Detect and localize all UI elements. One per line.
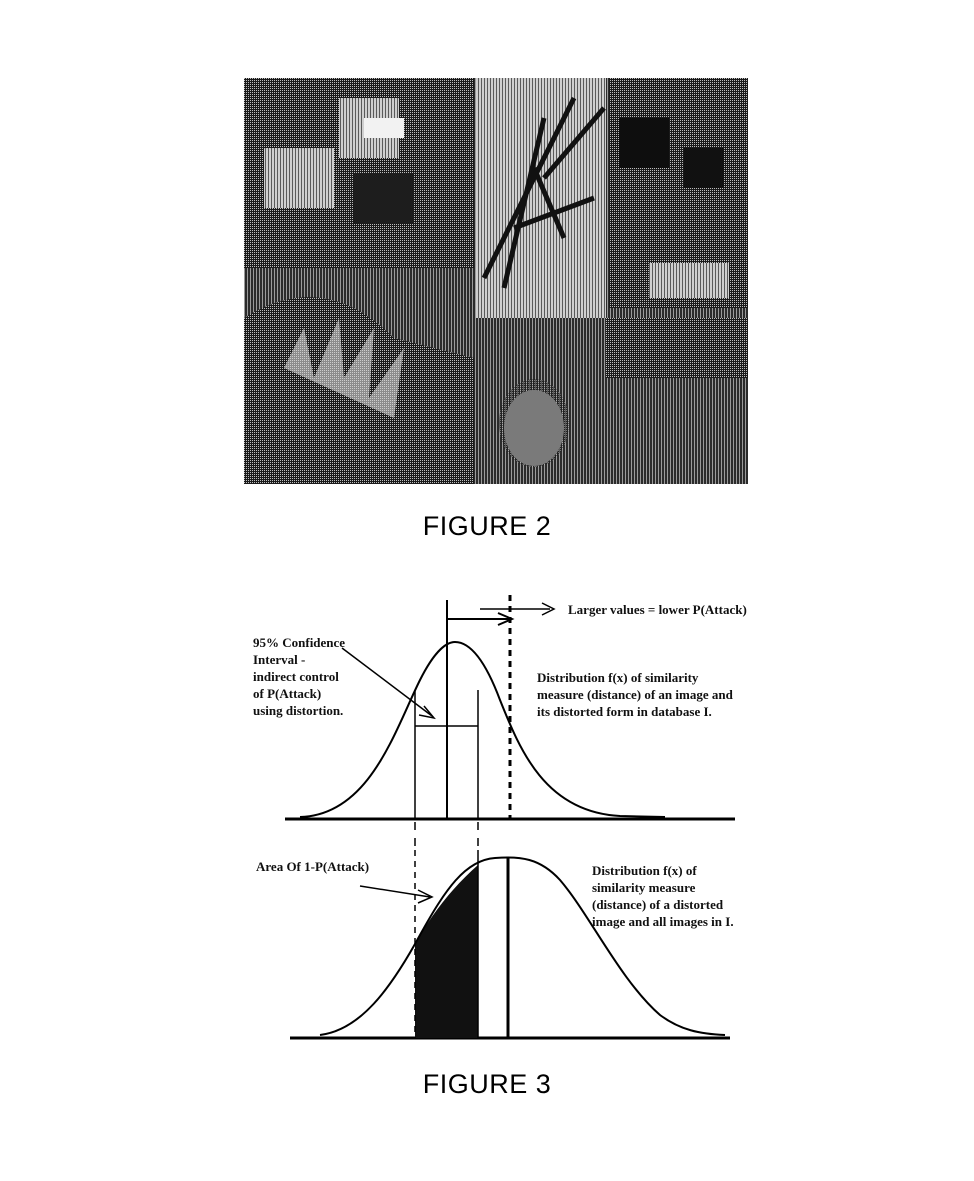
dist2-annotation-line-1: Distribution f(x) of (592, 863, 697, 878)
larger-values-label: Larger values = lower P(Attack) (568, 602, 747, 617)
ci-annotation-line-4: of P(Attack) (253, 686, 322, 701)
area-annotation: Area Of 1-P(Attack) (256, 859, 370, 874)
figure3-diagram (0, 590, 974, 1050)
dist2-annotation-line-2: similarity measure (592, 880, 696, 895)
top-distribution-curve (300, 642, 665, 817)
dist1-annotation-line-1: Distribution f(x) of similarity (537, 670, 699, 685)
photo-collage-icon (244, 78, 748, 484)
figure2-photo (244, 78, 748, 484)
ci-annotation-line-5: using distortion. (253, 703, 344, 718)
ci-annotation-line-1: 95% Confidence (253, 635, 346, 650)
ci-annotation-line-3: indirect control (253, 669, 339, 684)
figure3-caption: FIGURE 3 (422, 1069, 552, 1099)
ci-annotation-line-2: Interval - (253, 652, 306, 667)
dist1-annotation-line-2: measure (distance) of an image and (537, 687, 733, 702)
dist1-annotation-line-3: its distorted form in database I. (537, 704, 712, 719)
dist2-annotation-line-3: (distance) of a distorted (592, 897, 724, 912)
figure2-caption: FIGURE 2 (422, 511, 552, 541)
dist2-annotation-line-4: image and all images in I. (592, 914, 734, 929)
